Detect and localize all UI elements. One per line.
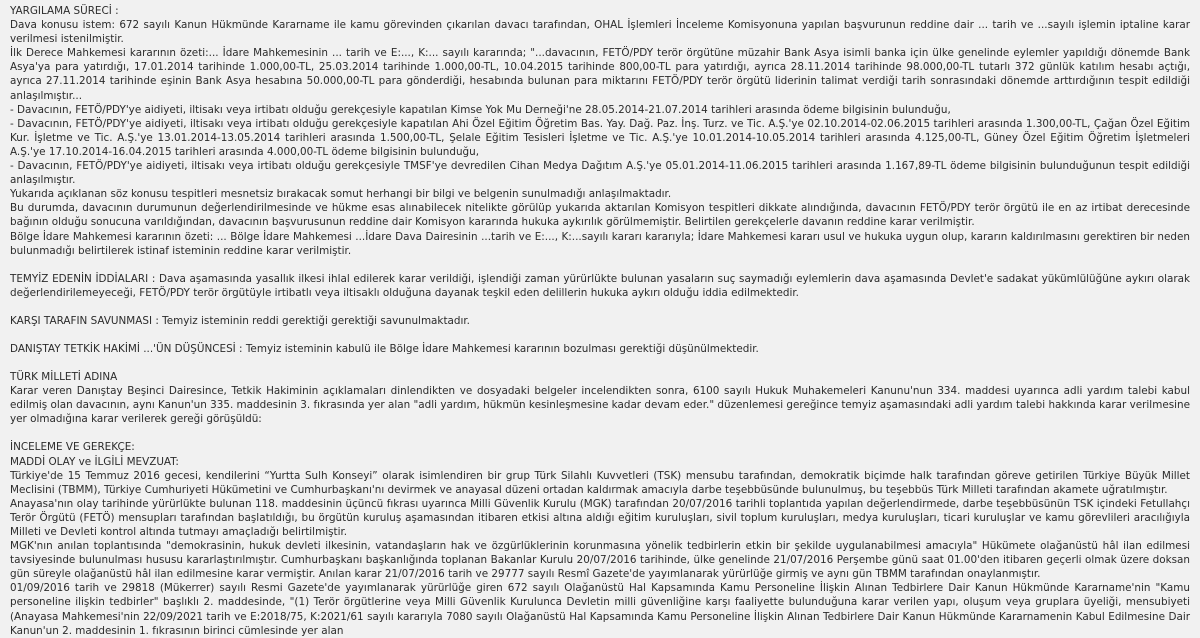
paragraph: MGK'nın anılan toplantısında "demokrasinin, hukuk devleti ilkesinin, vatandaşların hak ve özgürlüklerinin korunmasına yönelik tedbirlerin etkin bir şekilde uygulanabilmesi amacıyla" Hükümete olağanüstü hâl ilan edilmesi tavsiyesinde bulunulması hususu kararlaştırılmıştır. Cumhurbaşkanı başkanlığında toplanan Bakanlar Kurulu 20/07/2016 tarihinde, ülke genelinde 21/07/2016 Perşembe günü saat 01.00'den itibaren geçerli olmak üzere doksan gün süreyle olağanüstü hâl ilan edilmesine karar vermiştir. Anılan karar 21/07/2016 tarih ve 29777 sayılı Resmî Gazete'de yayımlanarak yürürlüğe girmiş ve aynı gün TBMM tarafından onaylanmıştır.: [10, 540, 1190, 581]
spacer: [10, 356, 1190, 370]
spacer: [10, 426, 1190, 440]
spacer: [10, 258, 1190, 272]
paragraph: İNCELEME VE GEREKÇE:: [10, 441, 135, 454]
spacer: [10, 328, 1190, 342]
paragraph: Anayasa'nın olay tarihinde yürürlükte bulunan 118. maddesinin üçüncü fıkrası uyarınca Milli Güvenlik Kurulu (MGK) tarafından 20/07/2016 tarihli toplantıda yapılan değerlendirmede, darbe teşebbüsünün TSK içindeki Fetullahçı Terör Örgütü (FETÖ) mensupları tarafından başlatıldığı, bu örgütün kuruluş aşamasından itibaren etkisi altına aldığı eğitim kuruluşları, sivil toplum kuruluşları, medya kuruluşları, ticari kuruluşlar ve kamu görevlileri aracılığıyla Milleti ve Devleti kontrol altında tutmayı amaçladığı belirtilmiştir.: [10, 497, 1190, 538]
paragraph: İlk Derece Mahkemesi kararının özeti:... İdare Mahkemesinin ... tarih ve E:..., K:... sayılı kararında; "...davacının, FETÖ/PDY terör örgütüne müzahir Bank Asya isimli banka için ülke genelinde eylemler yapıldığı dönemde Bank Asya'ya para yatırdığı, 17.01.2014 tarihinde 1.000,00-TL, 25.03.2014 tarihinde 1.000,00-TL, 10.04.2015 tarihinde 800,00-TL para yatırdığı, ayrıca 28.11.2014 tarihinde 98.000,00-TL tutarlı 372 günlük katılım hesabı açtığı, ayrıca 27.11.2014 tarihinde eşinin Bank Asya hesabına 50.000,00-TL para gönderdiği, hesabında bulunan para miktarını FETÖ/PDY terör örgütü liderinin talimat verdiği tarih sonrasındaki dönemde arttırdığının tespit edildiği anlaşılmıştır...: [10, 47, 1190, 102]
paragraph: KARŞI TARAFIN SAVUNMASI : Temyiz isteminin reddi gerektiği gerektiği savunulmaktadır.: [10, 314, 470, 327]
paragraph: MADDİ OLAY ve İLGİLİ MEVZUAT:: [10, 455, 179, 468]
spacer: [10, 300, 1190, 314]
paragraph: - Davacının, FETÖ/PDY'ye aidiyeti, iltisakı veya irtibatı olduğu gerekçesiyle TMSF'ye devredilen Cihan Medya Dağıtım A.Ş.'ye 05.01.2014-11.06.2015 tarihleri arasında 1.167,89-TL ödeme bilgisinin bulunduğunun tespit edildiği anlaşılmıştır.: [10, 160, 1190, 187]
paragraph: YARGILAMA SÜRECİ :: [10, 5, 119, 17]
document-body: [10, 4, 1190, 638]
paragraph: Türkiye'de 15 Temmuz 2016 gecesi, kendilerini “Yurtta Sulh Konseyi” olarak isimlendiren bir grup Türk Silahlı Kuvvetleri (TSK) mensubu tarafından, demokratik biçimde halk tarafından göreve getirilen Türkiye Büyük Millet Meclisini (TBMM), Türkiye Cumhuriyeti Hükümetini ve Cumhurbaşkanı'nı devirmek ve anayasal düzeni ortadan kaldırmak amacıyla darbe teşebbüsünde bulunulmuş, bu teşebbüs Türk Milleti tarafından akamete uğratılmıştır.: [10, 469, 1190, 496]
paragraph: Bu durumda, davacının durumunun değerlendirilmesinde ve hükme esas alınabilecek nitelikte görülüp yukarıda aktarılan Komisyon tespitleri dikkate alındığında, davacının FETÖ/PDY terör örgütü ile en az irtibat derecesinde bağının olduğu sonucuna varıldığından, davacının başvurusunun reddine dair Komisyon kararında hukuka aykırılık görülmemiştir. Belirtilen gerekçelerle davanın reddine karar verilmiştir.: [10, 202, 1190, 229]
paragraph: Dava konusu istem: 672 sayılı Kanun Hükmünde Kararname ile kamu görevinden çıkarılan davacı tarafından, OHAL İşlemleri İnceleme Komisyonuna yapılan başvurunun reddine dair ... tarih ve ...sayılı işlemin iptaline karar verilmesi istenilmiştir.: [10, 19, 1190, 46]
paragraph: DANIŞTAY TETKİK HAKİMİ ...'ÜN DÜŞÜNCESİ : Temyiz isteminin kabulü ile Bölge İdare Mahkemesi kararının bozulması gerektiği düşünülmektedir.: [10, 342, 759, 355]
paragraph: Karar veren Danıştay Beşinci Dairesince, Tetkik Hakiminin açıklamaları dinlendikten ve dosyadaki belgeler incelendikten sonra, 6100 sayılı Hukuk Muhakemeleri Kanunu'nun 334. maddesi uyarınca adli yardım talebi kabul edilmiş olan davacının, aynı Kanun'un 335. maddesinin 3. fıkrasında yer alan "adli yardım, hükmün kesinleşmesine kadar devam eder." düzenlemesi gereğince temyiz aşamasındaki adli yardım talebi hakkında karar verilmesine yer olmadığına karar verilerek gereği görüşüldü:: [10, 385, 1190, 426]
paragraph: TÜRK MİLLETİ ADINA: [10, 371, 118, 384]
paragraph: TEMYİZ EDENİN İDDİALARI : Dava aşamasında yasallık ilkesi ihlal edilerek karar verildiği, işlendiği zaman yürürlükte bulunan yasaların suç saymadığı eylemlerin dava aşamasında Devlet'e sadakat yükümlülüğüne aykırı olarak değerlendirilemeyeceği, FETÖ/PDY terör örgütüyle irtibatlı veya iltisaklı olduğuna dayanak teşkil eden delillerin hukuka aykırı olduğu iddia edilmektedir.: [10, 272, 1190, 299]
paragraph: Bölge İdare Mahkemesi kararının özeti: ... Bölge İdare Mahkemesi ...İdare Dava Dairesinin ...tarih ve E:..., K:...sayılı kararı kararıyla; İdare Mahkemesi kararı usul ve hukuka uygun olup, kararın kaldırılmasını gerektiren bir neden bulunmadığı belirtilerek istinaf isteminin reddine karar verilmiştir.: [10, 230, 1190, 257]
paragraph: 01/09/2016 tarih ve 29818 (Mükerrer) sayılı Resmi Gazete'de yayımlanarak yürürlüğe giren 672 sayılı Olağanüstü Hal Kapsamında Kamu Personeline İlişkin Alınan Tedbirlere Dair Kanun Hükmünde Kararname'nin "Kamu personeline ilişkin tedbirler" başlıklı 2. maddesinde, "(1) Terör örgütlerine veya Milli Güvenlik Kurulunca Devletin milli güvenliğine karşı faaliyette bulunduğuna karar verilen yapı, oluşum veya gruplara üyeliği, mensubiyeti (Anayasa Mahkemesi'nin 22/09/2021 tarih ve E:2018/75, K:2021/61 sayılı kararıyla 7080 sayılı Olağanüstü Hal Kapsamında Kamu Personeline İlişkin Alınan Tedbirlere Dair Kanun Hükmünde Kararnamenin Kabul Edilmesine Dair Kanun'un 2. maddesinin 1. fıkrasının birinci cümlesinde yer alan: [10, 582, 1190, 637]
paragraph: - Davacının, FETÖ/PDY'ye aidiyeti, iltisakı veya irtibatı olduğu gerekçesiyle kapatılan Ahi Özel Eğitim Öğretim Bas. Yay. Dağ. Paz. İnş. Turz. ve Tic. A.Ş.'ye 02.10.2014-02.06.2015 tarihleri arasında 1.300,00-TL, Çağan Özel Eğitim Kur. İşletme ve Tic. A.Ş.'ye 13.01.2014-13.05.2014 tarihleri arasında 1.500,00-TL, Şelale Eğitim Tesisleri İşletme ve Tic. A.Ş.'ye 10.01.2014-10.05.2014 tarihleri arasında 4.125,00-TL, Güney Özel Eğitim Öğretim İşletmeleri A.Ş.'ye 17.10.2014-16.04.2015 tarihleri arasında 4.000,00-TL ödeme bilgisinin bulunduğu,: [10, 117, 1190, 158]
paragraph: Yukarıda açıklanan söz konusu tespitleri mesnetsiz bırakacak somut herhangi bir bilgi ve belgenin sunulmadığı anlaşılmaktadır.: [10, 188, 672, 201]
paragraph: - Davacının, FETÖ/PDY'ye aidiyeti, iltisakı veya irtibatı olduğu gerekçesiyle kapatılan Kimse Yok Mu Derneği'ne 28.05.2014-21.07.2014 tarihleri arasında ödeme bilgisinin bulunduğu,: [10, 103, 951, 116]
